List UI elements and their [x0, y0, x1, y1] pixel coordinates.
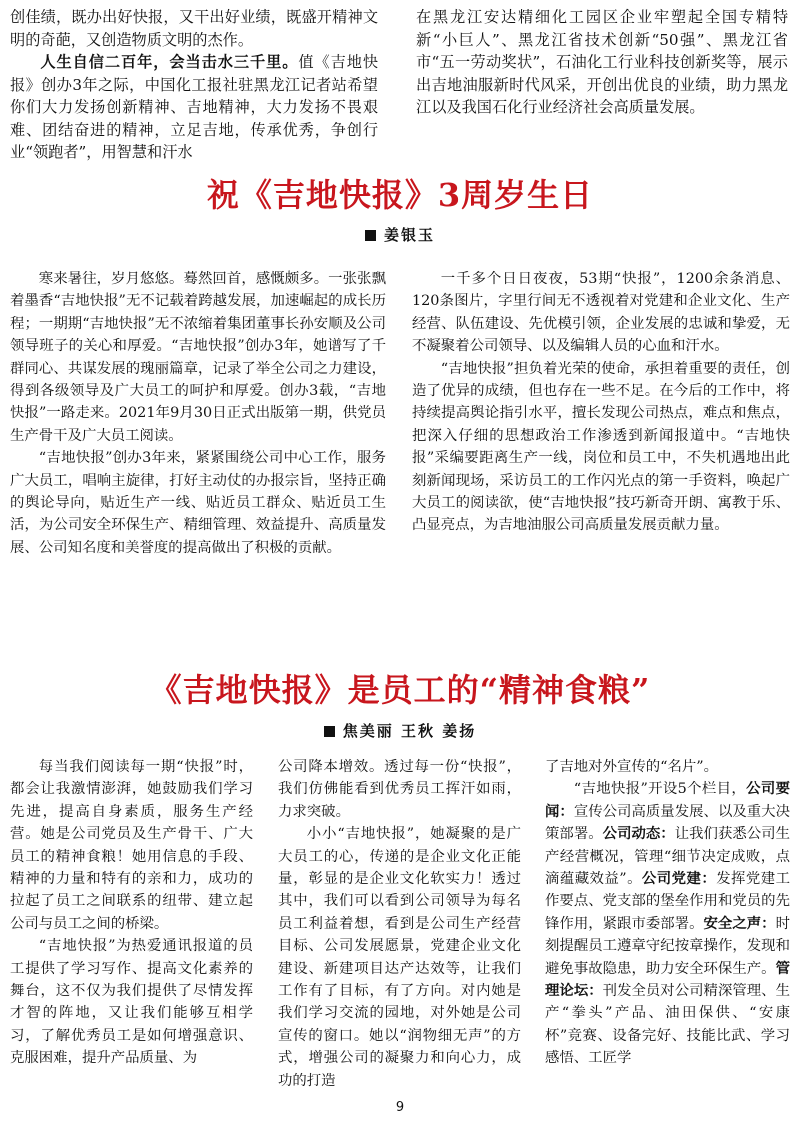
article1-left-column [10, 268, 386, 559]
top-left-lead-sentence: 人生自信二百年，会当击水三千里。 [40, 53, 299, 71]
top-right-paragraph-1: 在黑龙江安达精细化工园区企业牢塑起全国专精特新“小巨人”、黑龙江省技术创新“50强”、黑龙江省市“五一劳动奖状”，石油化工行业科技创新奖等，展示出吉地油服新时代风采，开创出优良的业绩，助力黑龙江以及我国石化行业经济社会高质量发展。 [416, 8, 788, 116]
col3-text-b: 宣传公司高质量发展、以及重大决策部署。 [545, 803, 790, 843]
article2-col2-paragraph-1: 公司降本增效。透过每一份“快报”，我们仿佛能看到优秀员工挥汗如雨，力求突破。 [278, 759, 521, 820]
top-right-column [416, 6, 788, 119]
article1-title: 祝《吉地快报》3周岁生日 [206, 176, 594, 214]
square-bullet-icon [365, 230, 376, 241]
article2-title: 《吉地快报》是员工的“精神食粮” [149, 671, 651, 709]
article2-column-2 [278, 756, 521, 1092]
article2-col1-paragraph-1: 每当我们阅读每一期“快报”时，都会让我激情澎湃，她鼓励我们学习先进，提高自身素质，服务生产经营。她是公司党员及生产骨干、广大员工的精神食粮！她用信息的手段、精神的力量和特有的亲和力，成功的拉起了员工之间联系的纽带、建立起公司与员工之间的桥梁。 [10, 759, 253, 932]
col3-text-d: 发挥党建工作要点、党支部的堡垒作用和党员的先锋作用，紧跟市委部署。 [545, 871, 790, 932]
article1-byline [0, 224, 800, 245]
square-bullet-icon [324, 726, 335, 737]
col3-text-e: 时刻提醒员工遵章守纪按章操作，发现和避免事故隐患，助力安全环保生产。 [545, 915, 790, 977]
article2-author: 焦美丽 王秋 姜扬 [342, 722, 477, 740]
article1-right-paragraph-2: “吉地快报”担负着光荣的使命，承担着重要的责任，创造了优异的成绩，但也存在一些不足。在今后的工作中，将持续提高舆论指引水平，擅长发现公司热点，难点和焦点，把深入仔细的思想政治工作渗透到新闻报道中。“吉地快报”采编要距离生产一线，岗位和员工中，不失机遇地出此刻新闻现场，采访员工的工作闪光点的第一手资料，唤起广大员工的阅读欲，使“吉地快报”技巧新奇开朗、寓教于乐、凸显亮点，为吉地油服公司高质量发展贡献力量。 [412, 360, 790, 534]
col3-text-c: 让我们获悉公司生产经营概况，管理“细节决定成败，点滴蕴藏效益”。 [545, 826, 790, 888]
section-label-company-dynamics: 公司动态： [602, 825, 675, 843]
article2-column-1 [10, 756, 253, 1070]
article1-right-column [412, 268, 790, 537]
top-left-paragraph-1: 创佳绩，既办出好快报，又干出好业绩，既盛开精神文明的奇葩，又创造物质文明的杰作。 [10, 8, 378, 49]
page-number: 9 [395, 1100, 405, 1115]
top-left-paragraph-2 [10, 51, 378, 164]
col3-text-f: 刊发全员对公司精深管理、生产“拳头”产品、油田保供、“安康杯”竞赛、设备完好、技能比武、学习感悟、工匠学 [545, 983, 790, 1067]
top-left-column [10, 6, 378, 164]
col3-text-a: “吉地快报”开设5个栏目， [573, 781, 747, 798]
article1-left-paragraph-1: 寒来暑往，岁月悠悠。蓦然回首，感慨颇多。一张张飘着墨香“吉地快报”无不记载着跨越发展，加速崛起的成长历程；一期期“吉地快报”无不浓缩着集团董事长孙安顺及公司领导班子的关心和厚爱。“吉地快报”创办3年，她谱写了千群同心、共谋发展的瑰丽篇章，记录了举全公司之力建设，得到各级领导及广大员工的呵护和厚爱。创办3载，“吉地快报”一路走来。2021年9月30日正式出版第一期，供党员生产骨干及广大员工阅读。 [10, 271, 386, 444]
top-left-paragraph-2-text: 值《吉地快报》创办3年之际，中国化工报社驻黑龙江记者站希望你们大力发扬创新精神、吉地精神，大力发扬不畏艰难、团结奋进的精神，立足吉地，传承优秀，争创行业“领跑者”，用智慧和汗水 [10, 53, 378, 161]
article1-left-paragraph-2: “吉地快报”创办3年来，紧紧围绕公司中心工作，服务广大员工，唱响主旋律，打好主动仗的办报宗旨，坚持正确的舆论导向，贴近生产一线、贴近员工群众、贴近员工生活，为公司安全环保生产、精细管理、效益提升、高质量发展、公司知名度和美誉度的提高做出了积极的贡献。 [10, 450, 386, 556]
section-label-company-news: 公司要闻： [545, 780, 790, 820]
article2-col3-paragraph-1: 了吉地对外宣传的“名片”。 [545, 759, 719, 775]
article1-author: 姜银玉 [383, 226, 435, 244]
section-label-management-forum: 管理论坛： [545, 959, 790, 1000]
section-label-safety-voice: 安全之声： [703, 914, 776, 932]
article2-col1-paragraph-2: “吉地快报”为热爱通讯报道的员工提供了学习写作、提高文化素养的舞台，这不仅为我们提供了尽情发挥才智的阵地，又让我们能够互相学习，了解优秀员工是如何增强意识、克服困难，提升产品质量、为 [10, 938, 253, 1067]
article2-col3-paragraph-2 [545, 778, 790, 1069]
article2-byline [0, 720, 800, 741]
article2-column-3 [545, 756, 790, 1070]
article1-right-paragraph-1: 一千多个日日夜夜，53期“快报”，1200余条消息、120条图片，字里行间无不透视着对党建和企业文化、生产经营、队伍建设、先优模引领，企业发展的忠诚和挚爱，无不凝聚着公司领导、以及编辑人员的心血和汗水。 [412, 271, 790, 355]
article2-col2-paragraph-2: 小小“吉地快报”，她凝聚的是广大员工的心，传递的是企业文化正能量，彰显的是企业文化软实力！透过其中，我们可以看到公司领导为每名员工利益着想，看到是公司生产经营目标、公司发展愿景，党建企业文化建设、新建项目达产达效等，让我们工作有了目标，有了方向。对内她是我们学习交流的园地，对外她是公司宣传的窗口。她以“润物细无声”的方式，增强公司的凝聚力和向心力，成功的打造 [278, 826, 521, 1089]
section-label-party-building: 公司党建： [641, 870, 717, 888]
